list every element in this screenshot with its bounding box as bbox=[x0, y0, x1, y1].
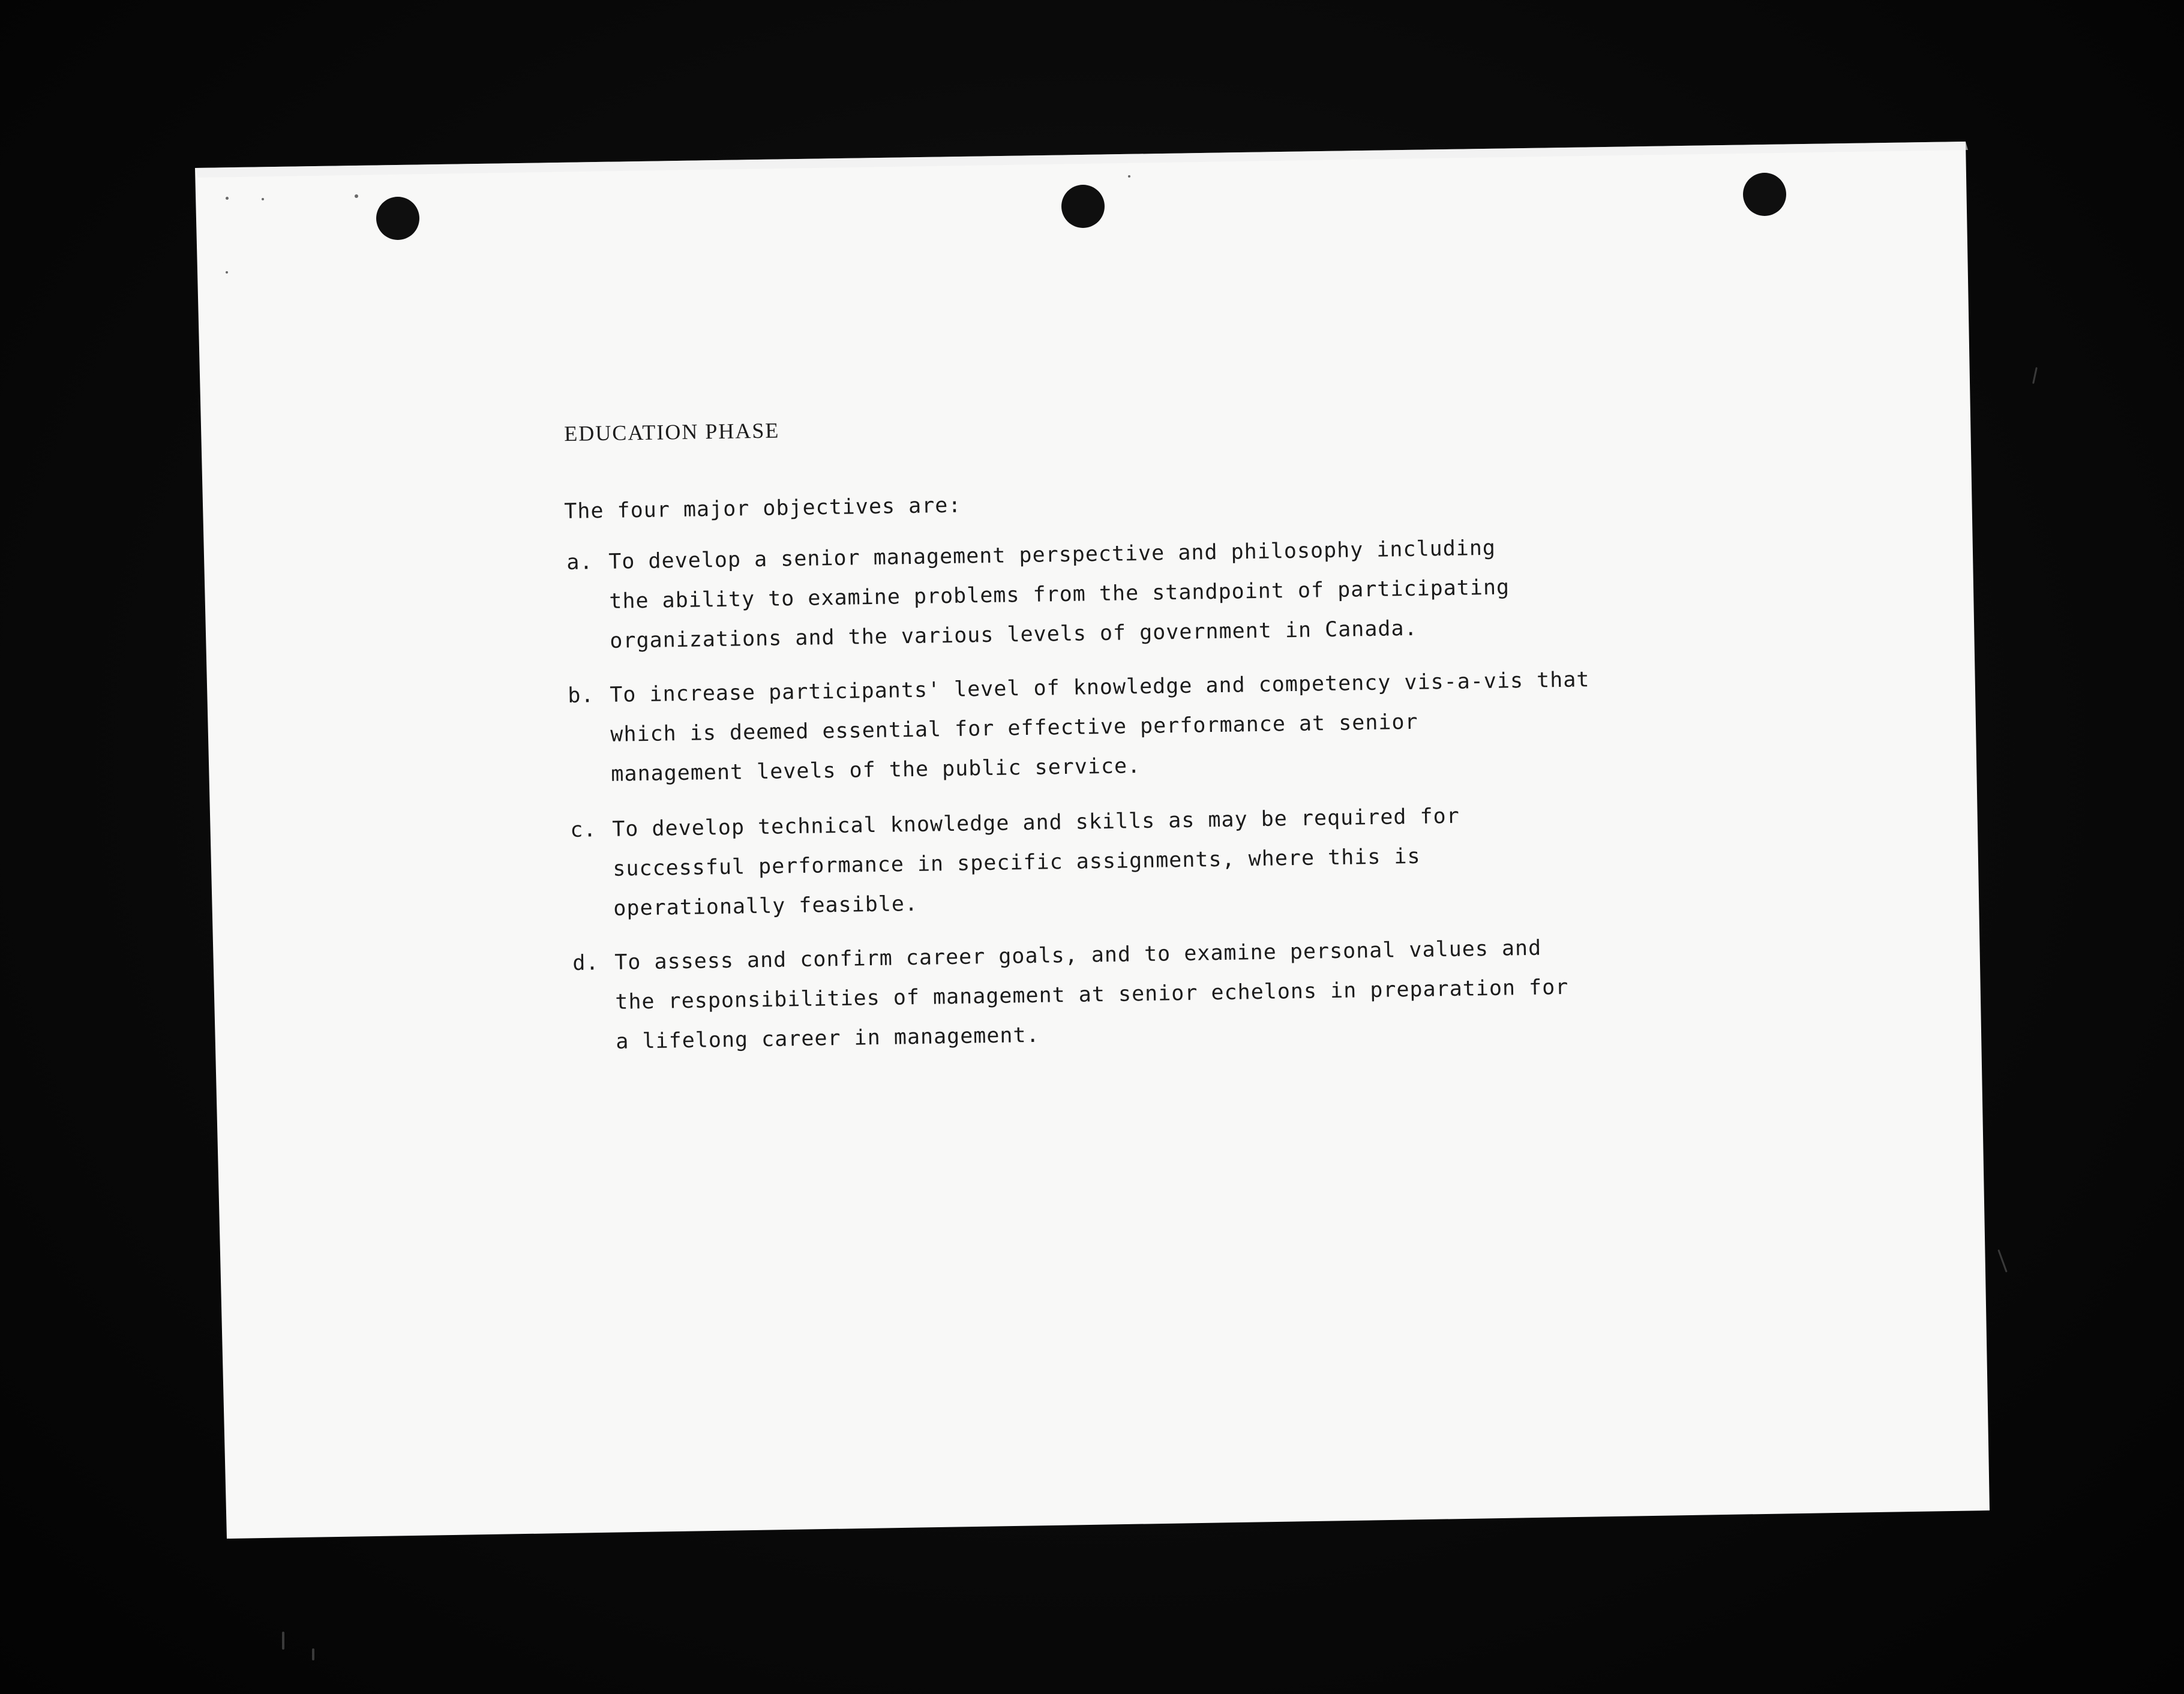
objective-line: operationally feasible. bbox=[613, 891, 919, 921]
objective-line: the ability to examine problems from the standpoint of participating bbox=[609, 575, 1510, 614]
page-heading: EDUCATION PHASE bbox=[564, 418, 780, 446]
objective-line: To develop technical knowledge and skills as may be required for bbox=[611, 804, 1460, 842]
objective-marker: b. bbox=[568, 683, 595, 708]
objective-item bbox=[566, 534, 1646, 653]
objective-marker: c. bbox=[570, 818, 597, 842]
intro-text: The four major objectives are: bbox=[564, 493, 962, 524]
objective-line: successful performance in specific assignments, where this is bbox=[613, 844, 1421, 881]
objective-marker: d. bbox=[572, 951, 599, 975]
objective-marker: a. bbox=[566, 550, 593, 575]
objective-item bbox=[570, 801, 1650, 921]
objective-line: To assess and confirm career goals, and to examine personal values and bbox=[614, 936, 1542, 975]
objective-line: To develop a senior management perspective and philosophy including bbox=[608, 536, 1496, 574]
objective-item bbox=[572, 935, 1652, 1054]
objective-line: a lifelong career in management. bbox=[616, 1023, 1040, 1054]
objective-line: To increase participants' level of knowledge and competency vis-a-vis that bbox=[609, 668, 1590, 707]
objective-line: management levels of the public service. bbox=[611, 754, 1141, 786]
objective-line: which is deemed essential for effective performance at senior bbox=[610, 710, 1418, 747]
objective-item bbox=[568, 667, 1648, 786]
objective-line: the responsibilities of management at senior echelons in preparation for bbox=[615, 975, 1569, 1014]
objective-line: organizations and the various levels of government in Canada. bbox=[610, 616, 1418, 653]
